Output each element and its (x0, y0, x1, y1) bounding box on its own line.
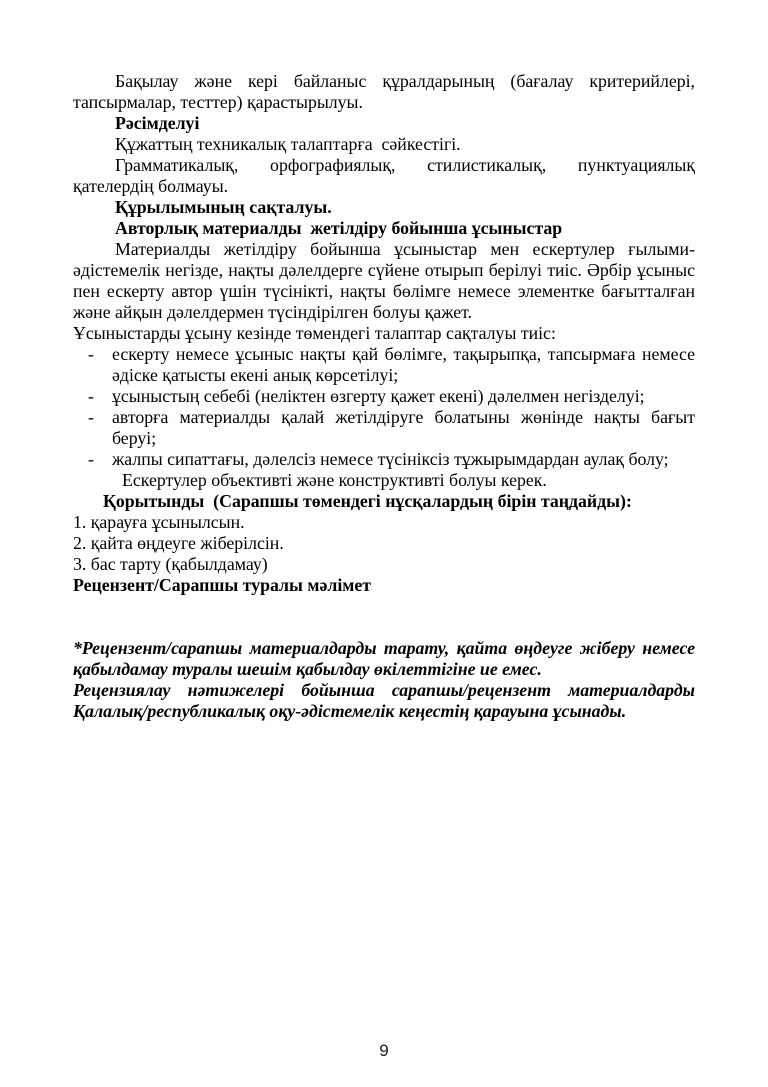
control-tools-paragraph-line: Бақылау және кері байланыс құралдарының (бағалау критерийлері, (115, 71, 695, 91)
formatting-heading-line: Рәсімделуі (115, 113, 200, 133)
review-results-note (73, 680, 695, 722)
reviewer-authority-note-line: *Рецензент/сарапшы материалдарды тарату, қайта өңдеуге жіберу немесе (73, 638, 695, 658)
list-dash: - (88, 344, 94, 364)
blank-spacer (73, 596, 695, 638)
control-tools-paragraph-line: тапсырмалар, тесттер) қарастырылуы. (73, 92, 363, 112)
technical-compliance-paragraph-line: Құжаттың техникалық талаптарға сәйкестігі. (115, 134, 461, 154)
list-dash: - (88, 407, 94, 427)
conclusion-options-line: 2. қайта өңдеуге жіберілсін. (73, 533, 284, 553)
conclusion-options-line: 1. қарауға ұсынылсын. (73, 512, 245, 532)
review-results-note-line: Қалалық/республикалық оқу-әдістемелік кеңестің қарауына ұсынады. (73, 701, 627, 721)
errors-absence-paragraph (73, 155, 695, 197)
improvement-paragraph-line: Материалды жетілдіру бойынша ұсыныстар мен ескертулер ғылыми- (115, 239, 695, 259)
list-dash: - (88, 386, 94, 406)
conclusion-heading (73, 491, 695, 512)
structure-heading-line: Құрылымының сақталуы. (115, 197, 332, 217)
reviewer-info-heading (73, 575, 695, 596)
conclusion-options-line: 3. бас тарту (қабылдамау) (73, 554, 268, 574)
requirements-list (73, 344, 695, 470)
requirements-intro-paragraph-line: Ұсыныстарды ұсыну кезінде төмендегі талаптар сақталуы тиіс: (73, 323, 556, 343)
improvement-paragraph-line: пен ескерту автор үшін түсінікті, нақты бөлімге немесе элементке бағытталған (73, 281, 695, 301)
list-item-line (73, 449, 695, 470)
requirements-intro-paragraph (73, 323, 695, 344)
list-item-text: авторға материалды қалай жетілдіруге болатыны жөнінде нақты бағыт (112, 407, 695, 427)
list-item-line (73, 407, 695, 428)
improvement-suggestions-heading (73, 218, 695, 239)
reviewer-authority-note-line: қабылдамау туралы шешім қабылдау өкілеттігіне ие емес. (73, 659, 542, 679)
list-item-text: жалпы сипаттағы, дәлелсіз немесе түсініксіз тұжырымдардан аулақ болу; (112, 449, 669, 469)
page-number: 9 (379, 1041, 389, 1060)
list-dash: - (88, 449, 94, 469)
improvement-paragraph (73, 239, 695, 323)
improvement-paragraph-line: әдістемелік негізде, нақты дәлелдерге сүйене отырып берілуі тиіс. Әрбір ұсыныс (73, 260, 695, 280)
control-tools-paragraph (73, 71, 695, 113)
formatting-heading (73, 113, 695, 134)
structure-heading (73, 197, 695, 218)
reviewer-info-heading-line: Рецензент/Сарапшы туралы мәлімет (73, 575, 372, 595)
list-item-line: әдіске қатысты екені анық көрсетілуі; (112, 365, 399, 385)
review-results-note-line: Рецензиялау нәтижелері бойынша сарапшы/рецензент материалдарды (73, 680, 695, 700)
technical-compliance-paragraph (73, 134, 695, 155)
list-item-text: ұсыныстың себебі (неліктен өзгерту қажет екені) дәлелмен негізделуі; (112, 386, 645, 406)
improvement-paragraph-line: және айқын дәлелдермен түсіндірілген болуы қажет. (73, 302, 473, 322)
list-item-line (73, 344, 695, 365)
objectivity-paragraph (73, 470, 695, 491)
page-footer (0, 1041, 768, 1061)
conclusion-options (73, 512, 695, 575)
errors-absence-paragraph-line: Грамматикалық, орфографиялық, стилистикалық, пунктуациялық (115, 155, 695, 175)
document-content (73, 71, 695, 722)
objectivity-paragraph-line: Ескертулер объективті және конструктивті болуы керек. (122, 470, 547, 490)
errors-absence-paragraph-line: қателердің болмауы. (73, 176, 229, 196)
list-item-text: ескерту немесе ұсыныс нақты қай бөлімге, тақырыпқа, тапсырмаға немесе (112, 344, 695, 364)
list-item-line (73, 386, 695, 407)
conclusion-heading-line: Қорытынды (Сарапшы төмендегі нұсқалардың бірін таңдайды): (103, 491, 632, 511)
list-item-line: беруі; (112, 428, 157, 448)
reviewer-authority-note (73, 638, 695, 680)
improvement-suggestions-heading-line: Авторлық материалды жетілдіру бойынша ұсыныстар (115, 218, 563, 238)
